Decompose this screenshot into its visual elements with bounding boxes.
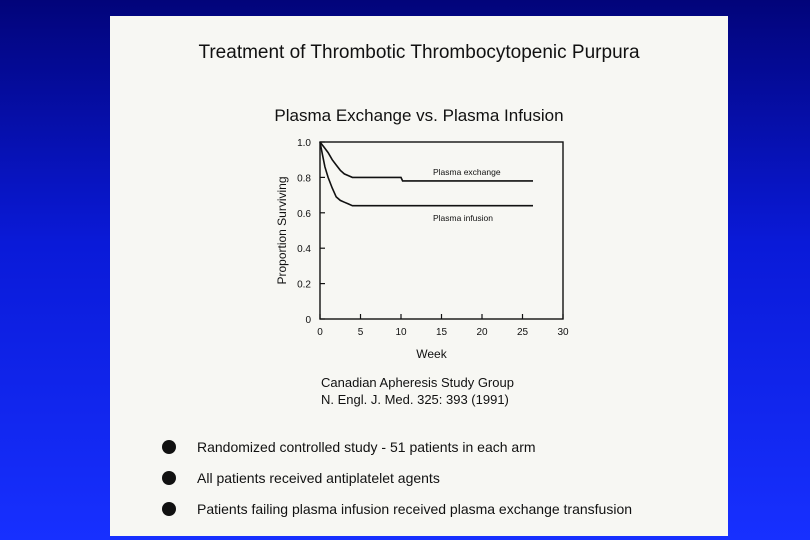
- bullet-text: Randomized controlled study - 51 patients in each arm: [197, 439, 536, 455]
- x-tick-label: 15: [435, 327, 448, 338]
- bullet-text: Patients failing plasma infusion received plasma exchange transfusion: [197, 501, 633, 517]
- y-tick-label: 0.4: [297, 244, 311, 256]
- x-tick-label: 0: [317, 327, 323, 338]
- citation-line-2: N. Engl. J. Med. 325: 393 (1991): [321, 392, 509, 407]
- bullet-dot: [162, 440, 176, 454]
- bullet-item: [160, 469, 720, 500]
- x-tick-label: 5: [357, 327, 364, 338]
- bullet-text: All patients received antiplatelet agents: [197, 470, 440, 486]
- plasma-exchange-line: [320, 142, 533, 181]
- slide-title: Treatment of Thrombotic Thrombocytopenic Purpura: [198, 42, 640, 63]
- y-tick-label: 0.8: [297, 173, 311, 185]
- chart-labels: [275, 167, 501, 361]
- y-tick-label: 0: [305, 315, 311, 326]
- bullet-item: [160, 438, 720, 469]
- y-tick-label: 0.6: [297, 208, 311, 220]
- series-label-plasma-exchange: Plasma exchange: [433, 167, 501, 177]
- x-tick-label: 10: [395, 327, 407, 338]
- chart-lines: [320, 142, 533, 206]
- survival-chart: [110, 16, 728, 376]
- chart-title: Plasma Exchange vs. Plasma Infusion: [274, 106, 564, 125]
- bullet-dot: [162, 502, 176, 516]
- y-tick-label: 1.0: [297, 138, 311, 149]
- bullet-dot: [162, 471, 176, 485]
- series-label-plasma-infusion: Plasma infusion: [433, 213, 494, 223]
- plasma-infusion-line: [320, 142, 533, 206]
- citation: [321, 374, 514, 408]
- x-axis-label: Week: [416, 347, 447, 361]
- x-tick-label: 30: [557, 327, 569, 338]
- y-tick-label: 0.2: [297, 279, 311, 291]
- bullet-item: [160, 500, 720, 531]
- y-axis-label: Proportion Surviving: [275, 176, 289, 285]
- citation-line-1: Canadian Apheresis Study Group: [321, 375, 514, 390]
- bullet-list: [160, 438, 720, 531]
- x-tick-label: 25: [516, 327, 529, 338]
- slide-panel: [110, 16, 728, 536]
- x-tick-label: 20: [476, 327, 488, 338]
